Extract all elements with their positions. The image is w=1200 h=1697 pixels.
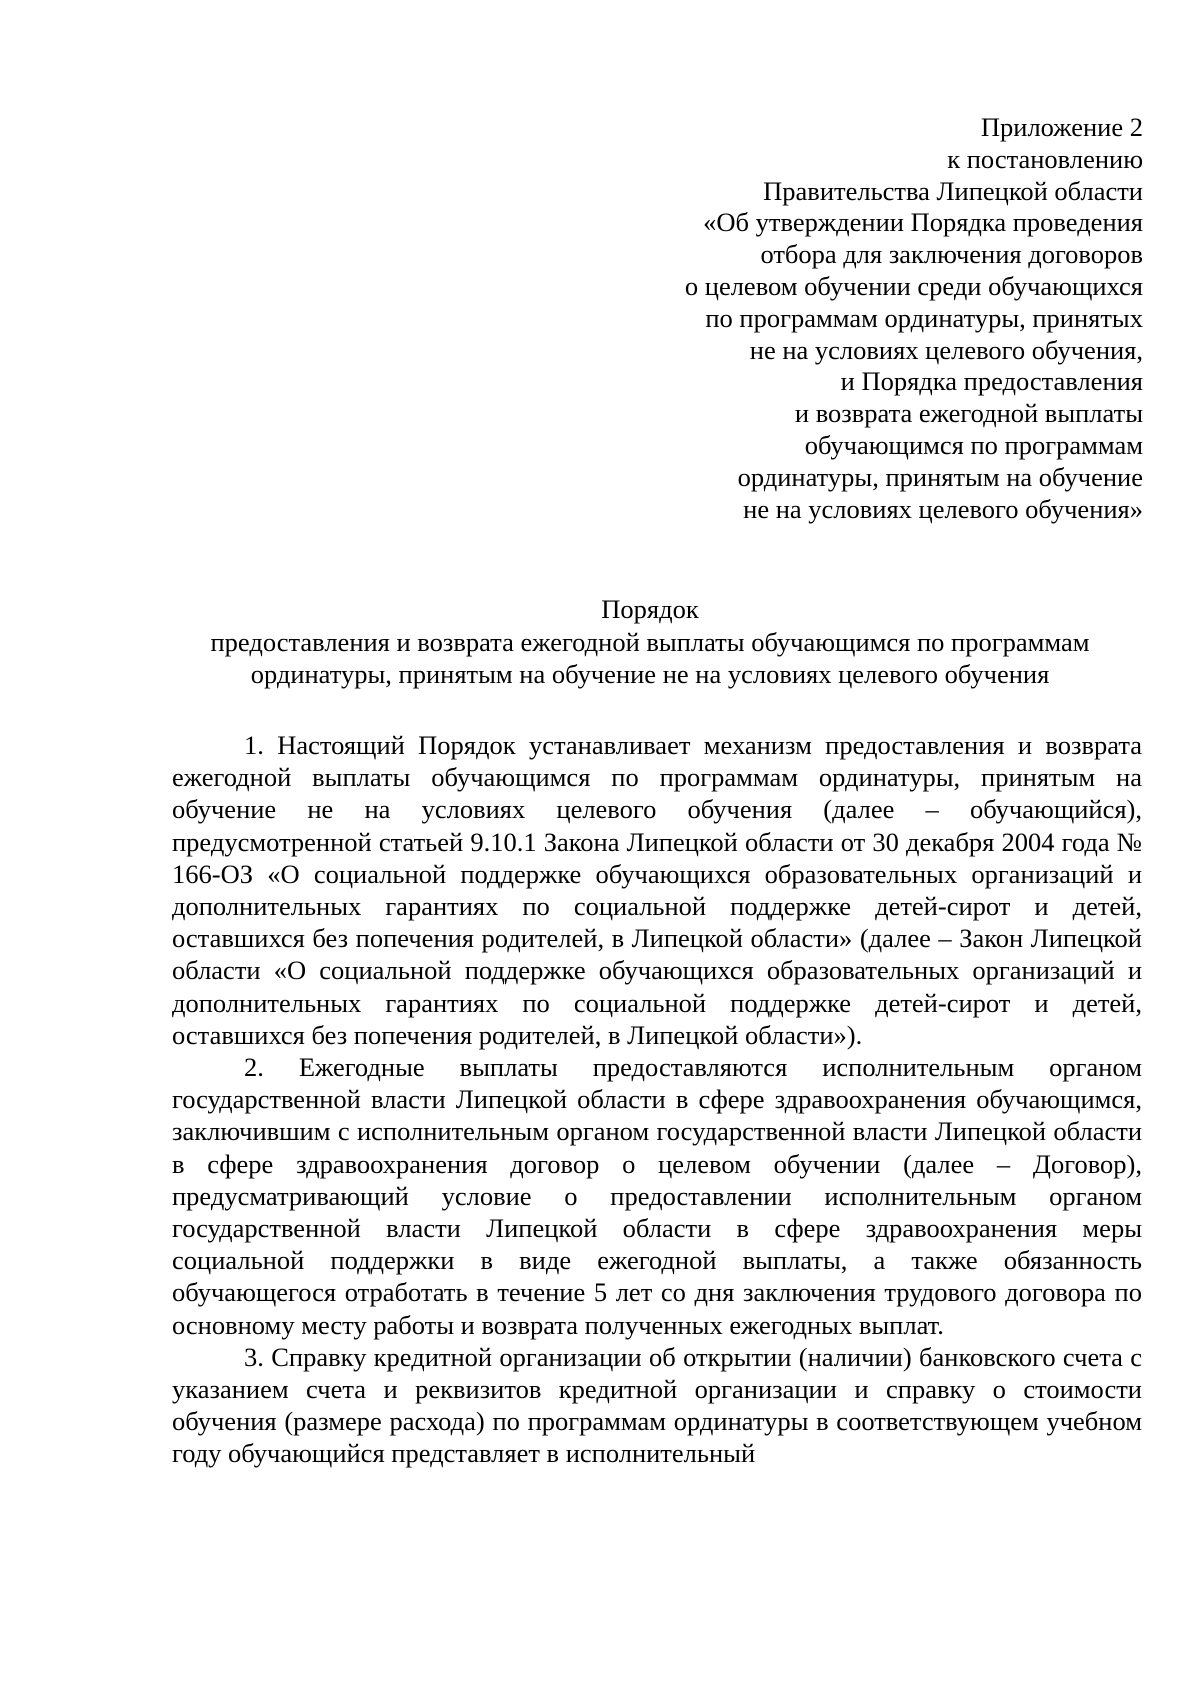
appendix-line: и возврата ежегодной выплаты <box>794 398 1143 429</box>
title-heading: Порядок <box>601 594 699 624</box>
paragraph-2: 2. Ежегодные выплаты предоставляются исполнительным органом государственной власти Липецкой области в сфере здравоохранения обучающимся, заключившим с исполнительным органом государственной власти Липецкой области в сфере здравоохранения договор о целевом обучении (далее – Договор), предусматривающий условие о предоставлении исполнительным органом государственной власти Липецкой области в сфере здравоохранения меры социальной поддержки в виде ежегодной выплаты, а также обязанность обучающегося отработать в течение 5 лет со дня заключения трудового договора по основному месту работы и возврата полученных ежегодных выплат. <box>172 1052 1142 1340</box>
appendix-line: «Об утверждении Порядка проведения <box>703 207 1143 238</box>
appendix-line: отбора для заключения договоров <box>760 239 1143 270</box>
document-title <box>160 593 1140 691</box>
appendix-line: по программам ординатуры, принятых <box>705 302 1143 333</box>
appendix-line: не на условиях целевого обучения, <box>749 334 1143 365</box>
document-body <box>172 729 1142 1470</box>
appendix-line: ординатуры, принятым на обучение <box>737 461 1143 492</box>
appendix-line: Правительства Липецкой области <box>763 175 1143 206</box>
appendix-line: обучающимся по программам <box>804 429 1143 460</box>
title-subtitle-line: ординатуры, принятым на обучение не на условиях целевого обучения <box>250 659 1050 689</box>
title-subtitle-line: предоставления и возврата ежегодной выплаты обучающимся по программам <box>210 626 1090 657</box>
appendix-line: Приложение 2 <box>980 112 1143 142</box>
appendix-line: о целевом обучении среди обучающихся <box>684 270 1143 301</box>
appendix-line: и Порядка предоставления <box>840 366 1143 397</box>
appendix-line: не на условиях целевого обучения» <box>743 493 1143 524</box>
appendix-header <box>685 112 1143 525</box>
paragraph-3: 3. Справку кредитной организации об открытии (наличии) банковского счета с указанием счета и реквизитов кредитной организации и справку о стоимости обучения (размере расхода) по программам ординатуры в соответствующем учебном году обучающийся представляет в исполнительный <box>172 1341 1142 1469</box>
appendix-line: к постановлению <box>947 143 1143 174</box>
paragraph-1: 1. Настоящий Порядок устанавливает механизм предоставления и возврата ежегодной выплаты обучающимся по программам ординатуры, принятым на обучение не на условиях целевого обучения (далее – обучающийся), предусмотренной статьей 9.10.1 Закона Липецкой области от 30 декабря 2004 года № 166-ОЗ «О социальной поддержке обучающихся образовательных организаций и дополнительных гарантиях по социальной поддержке детей-сирот и детей, оставшихся без попечения родителей, в Липецкой области» (далее – Закон Липецкой области «О социальной поддержке обучающихся образовательных организаций и дополнительных гарантиях по социальной поддержке детей-сирот и детей, оставшихся без попечения родителей, в Липецкой области»). <box>172 730 1142 1050</box>
